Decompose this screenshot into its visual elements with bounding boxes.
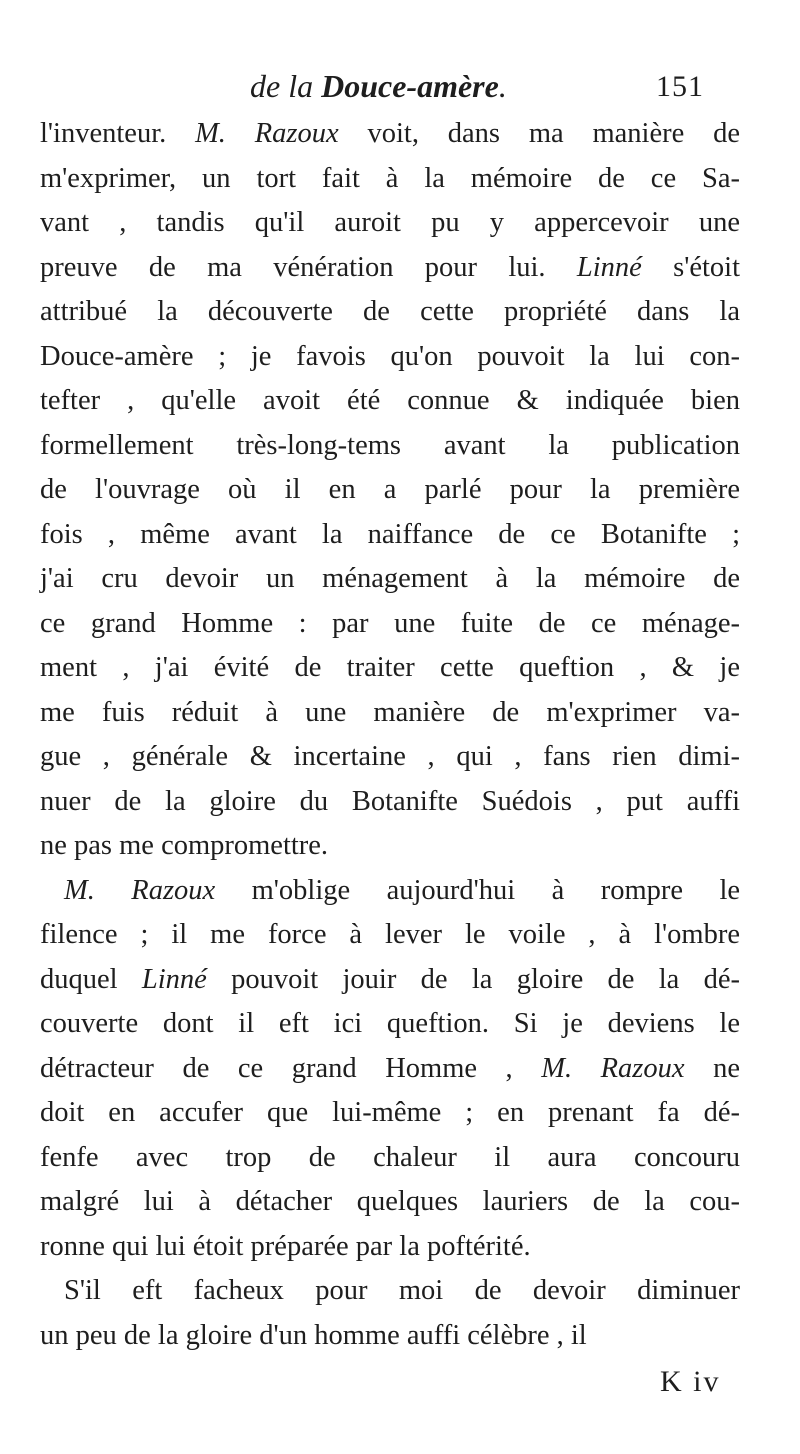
text-line xyxy=(40,246,740,291)
text-line xyxy=(40,112,740,157)
text-run: m'exprimer, un tort fait à la mémoire de ce Sa- xyxy=(40,162,740,194)
text-line xyxy=(40,602,740,647)
text-run: preuve de ma vénération pour lui. xyxy=(40,251,577,283)
text-run: détracteur de ce grand Homme , xyxy=(40,1052,542,1084)
text-run: ce grand Homme : par une fuite de ce ménage- xyxy=(40,607,740,639)
text-run: fenfe avec trop de chaleur il aura concouru xyxy=(40,1141,740,1173)
running-title-suffix: . xyxy=(498,68,507,104)
text-run: j'ai cru devoir un ménagement à la mémoire de xyxy=(40,563,740,594)
text-line xyxy=(40,1180,740,1225)
running-title xyxy=(250,68,507,105)
text-run: duquel xyxy=(40,963,142,995)
text-run: formellement très-long-tems avant la publication xyxy=(40,429,740,461)
running-title-prefix: de la xyxy=(250,68,322,104)
text-line xyxy=(40,824,740,869)
text-line xyxy=(40,513,740,558)
page-header xyxy=(0,68,800,108)
text-line xyxy=(40,424,740,469)
text-run: fois , même avant la naiffance de ce Botanifte ; xyxy=(40,518,740,550)
text-line xyxy=(40,1225,740,1270)
text-line xyxy=(40,468,740,513)
italic-name: Linné xyxy=(141,963,207,995)
signature-mark: K iv xyxy=(660,1365,721,1398)
page-number: 151 xyxy=(656,70,704,103)
text-run: couverte dont il eft ici queftion. Si je deviens le xyxy=(40,1008,740,1039)
text-line xyxy=(40,1314,740,1359)
text-run: ronne qui lui étoit préparée par la poftérité. xyxy=(40,1230,531,1262)
text-run: nuer de la gloire du Botanifte Suédois , put auffi xyxy=(40,785,740,817)
italic-name: M. Razoux xyxy=(64,874,216,906)
text-line xyxy=(40,1136,740,1181)
text-line xyxy=(40,157,740,202)
text-line xyxy=(40,335,740,380)
text-run: ment , j'ai évité de traiter cette queftion , & je xyxy=(40,652,740,683)
text-line xyxy=(40,290,740,335)
text-run: vant , tandis qu'il auroit pu y appercevoir une xyxy=(40,207,740,238)
text-run: attribué la découverte de cette propriété dans la xyxy=(40,296,740,327)
text-run: tefter , qu'elle avoit été connue & indiquée bien xyxy=(40,385,740,416)
text-run: pouvoit jouir de la gloire de la dé- xyxy=(206,963,741,995)
text-run: de l'ouvrage où il en a parlé pour la première xyxy=(40,474,740,505)
text-run: s'étoit xyxy=(641,251,740,283)
text-line xyxy=(40,201,740,246)
text-line xyxy=(40,379,740,424)
text-line xyxy=(40,958,740,1003)
text-run: filence ; il me force à lever le voile , à l'ombre xyxy=(40,919,740,950)
text-line xyxy=(40,780,740,825)
running-title-main: Douce-amère xyxy=(321,68,499,104)
text-run: ne xyxy=(684,1052,740,1084)
text-run: m'oblige aujourd'hui à rompre le xyxy=(215,874,741,906)
text-run: S'il eft facheux pour moi de devoir diminuer xyxy=(64,1275,740,1306)
text-line xyxy=(40,1091,740,1136)
body-text xyxy=(40,112,740,1358)
text-run: un peu de la gloire d'un homme auffi célèbre , il xyxy=(40,1319,587,1351)
italic-name: Linné xyxy=(576,251,642,283)
text-line xyxy=(40,646,740,691)
text-line xyxy=(40,557,740,602)
text-line xyxy=(40,1047,740,1092)
italic-name: M. Razoux xyxy=(541,1052,685,1084)
text-run: l'inventeur. xyxy=(40,118,196,149)
text-run: doit en accufer que lui-même ; en prenant fa dé- xyxy=(40,1097,740,1128)
text-line xyxy=(40,735,740,780)
text-run: malgré lui à détacher quelques lauriers de la cou- xyxy=(40,1186,740,1217)
text-line xyxy=(40,691,740,736)
text-run: gue , générale & incertaine , qui , fans rien dimi- xyxy=(40,741,740,772)
text-line xyxy=(40,1269,740,1314)
text-run: Douce-amère ; je favois qu'on pouvoit la lui con- xyxy=(40,340,740,372)
text-line xyxy=(40,913,740,958)
text-run: ne pas me compromettre. xyxy=(40,830,329,861)
text-run: me fuis réduit à une manière de m'exprimer va- xyxy=(40,696,740,728)
text-line xyxy=(40,1002,740,1047)
text-line xyxy=(40,869,740,914)
italic-name: M. Razoux xyxy=(195,118,339,149)
text-run: voit, dans ma manière de xyxy=(338,118,740,149)
